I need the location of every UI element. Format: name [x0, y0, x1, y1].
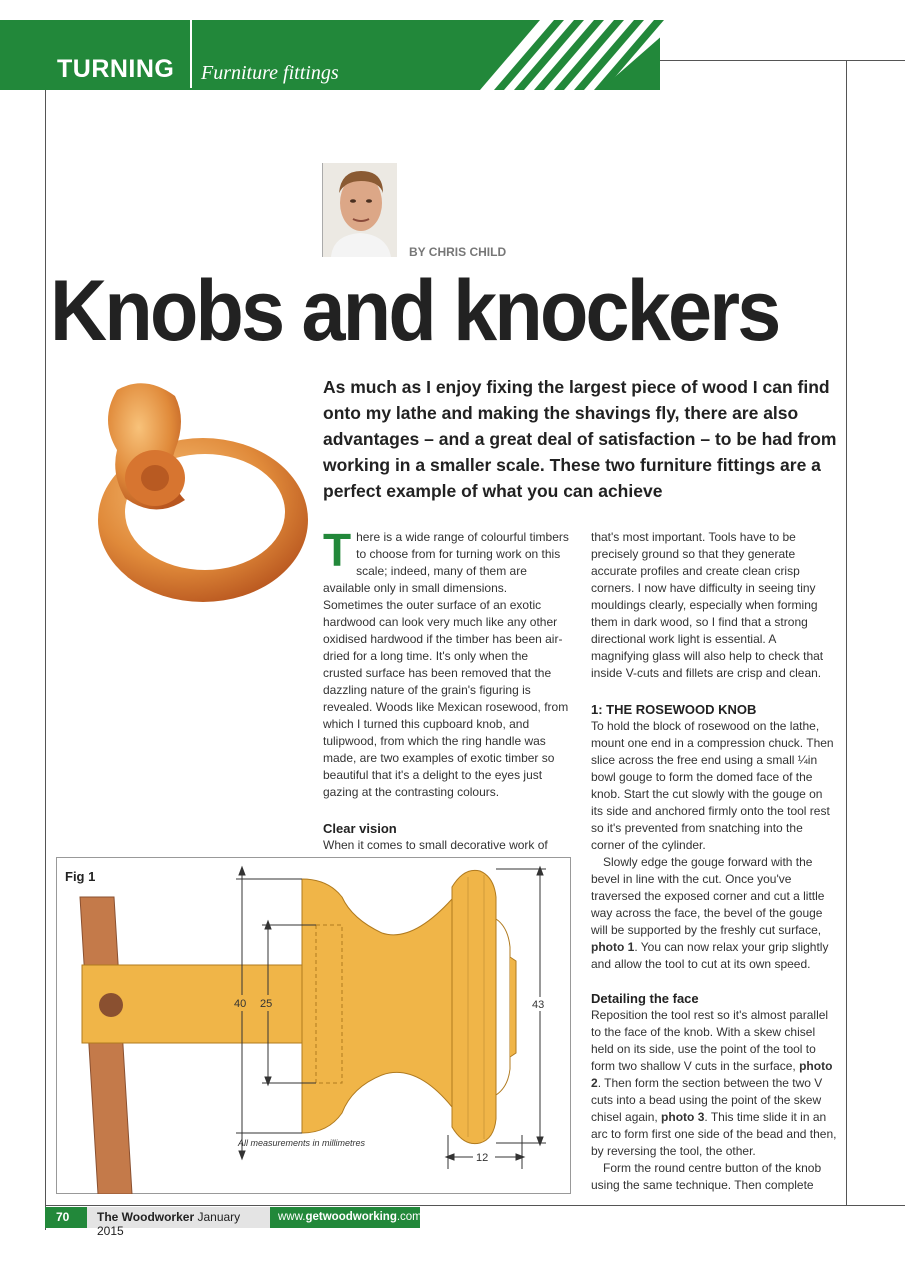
drop-cap: T [323, 524, 352, 576]
section-label: TURNING [57, 55, 175, 83]
photo-2-ref: photo 2 [591, 1059, 833, 1090]
screw-hole [99, 993, 123, 1017]
heading-clear-vision: Clear vision [323, 821, 397, 836]
standfirst: As much as I enjoy fixing the largest piece of wood I can find onto my lathe and making the shavings fly, there are also advantages – and a great deal of satisfaction – to be had from working in a smaller scale. These two furniture fittings are a perfect example of what you can achieve [323, 377, 837, 501]
ring-handle-photo [55, 370, 315, 610]
paragraph-rosewood: To hold the block of rosewood on the lathe, mount one end in a compression chuck. Then slice across the free end using a small ¼in bowl gouge to form the domed face of the knob. Start the cut slowly with the gouge on its side and anchored firmly onto the tool rest so it's prevented from snatching into the corner of the cylinder. [591, 719, 834, 852]
dim-25-label: 25 [260, 998, 273, 1010]
figure-label: Fig 1 [65, 869, 96, 884]
figure-note: All measurements in millimetres [238, 1138, 366, 1148]
header-rule [660, 60, 905, 61]
paragraph-form: Form the round centre button of the knob using the same technique. Then complete [591, 1161, 822, 1192]
knob-face [452, 870, 496, 1143]
dim-43-label: 43 [532, 999, 545, 1011]
header-divider [190, 20, 192, 88]
photo-1-ref: photo 1 [591, 940, 635, 954]
knob-body [302, 879, 452, 1133]
photo-3-ref: photo 3 [661, 1110, 705, 1124]
heading-rosewood-knob: 1: THE ROSEWOOD KNOB [591, 702, 757, 717]
body-column-2 [591, 529, 837, 1194]
issue-date: January 2015 [97, 1210, 241, 1238]
paragraph-slowly: Slowly edge the gouge forward with the bevel in line with the cut. Once you've traversed the exposed corner and cut a little way across the face, the bevel of the gouge will be supported by the freshly cut surface, photo 1. You can now relax your grip slightly and allow the tool to cut at its own speed. [591, 855, 829, 971]
magazine-issue [87, 1207, 270, 1238]
intro-paragraph: There is a wide range of colourful timbers to choose from for turning work on this scale; indeed, many of them are available only in small dimensions. Sometimes the outer surface of an exotic hardwood can look very much like any other oxidised hardwood if the timber has been air-dried for a long time. It's only when the crusted surface has been removed that the dazzling nature of the grain's figuring is revealed. Woods like Mexican rosewood, from which I turned this cupboard knob, and tulipwood, from which the ring handle was made, are two examples of exotic timber so beautiful that it's a delight to the eyes just gazing at the contrasting colours. [323, 524, 569, 799]
body-column-1 [323, 524, 569, 871]
header-stripes [480, 20, 680, 90]
article-title: Knobs and knockers [50, 263, 779, 359]
dim-40-label: 40 [234, 998, 247, 1010]
byline: BY CHRIS CHILD [409, 245, 507, 259]
subsection-label: Furniture fittings [201, 62, 339, 84]
website-link[interactable]: www.getwoodworking.com [270, 1207, 420, 1228]
page-number: 70 [45, 1207, 87, 1228]
left-margin-rule [45, 90, 46, 1230]
paragraph-clear-vision: When it comes to small decorative work of [323, 838, 548, 852]
dim-12-label: 12 [476, 1152, 489, 1164]
footer-rule [45, 1205, 905, 1206]
paragraph-detail: that's most important. Tools have to be precisely ground so that they generate accurate profiles and create clean crisp corners. I now have difficulty in seeing tiny mouldings clearly, especially when forming them in dark wood, so I find that a strong directional work light is essential. A magnifying glass will also help to check that inside V-cuts and fillets are crisp and clean. [591, 530, 824, 680]
heading-detailing-face: Detailing the face [591, 991, 699, 1006]
magazine-name: The Woodworker [97, 1210, 195, 1224]
door-section [80, 897, 132, 1194]
right-margin-rule [846, 60, 847, 1205]
paragraph-detailing: Reposition the tool rest so it's almost parallel to the face of the knob. With a skew chisel held on its side, use the point of the tool to form two shallow V cuts in the surface, photo 2. Then form the section between the two V cuts into a bead using the point of the skew chisel again, photo 3. This time slide it in an arc to form first one side of the bead and then, by reversing the tool, the other. [591, 1008, 837, 1158]
author-photo [322, 163, 397, 257]
